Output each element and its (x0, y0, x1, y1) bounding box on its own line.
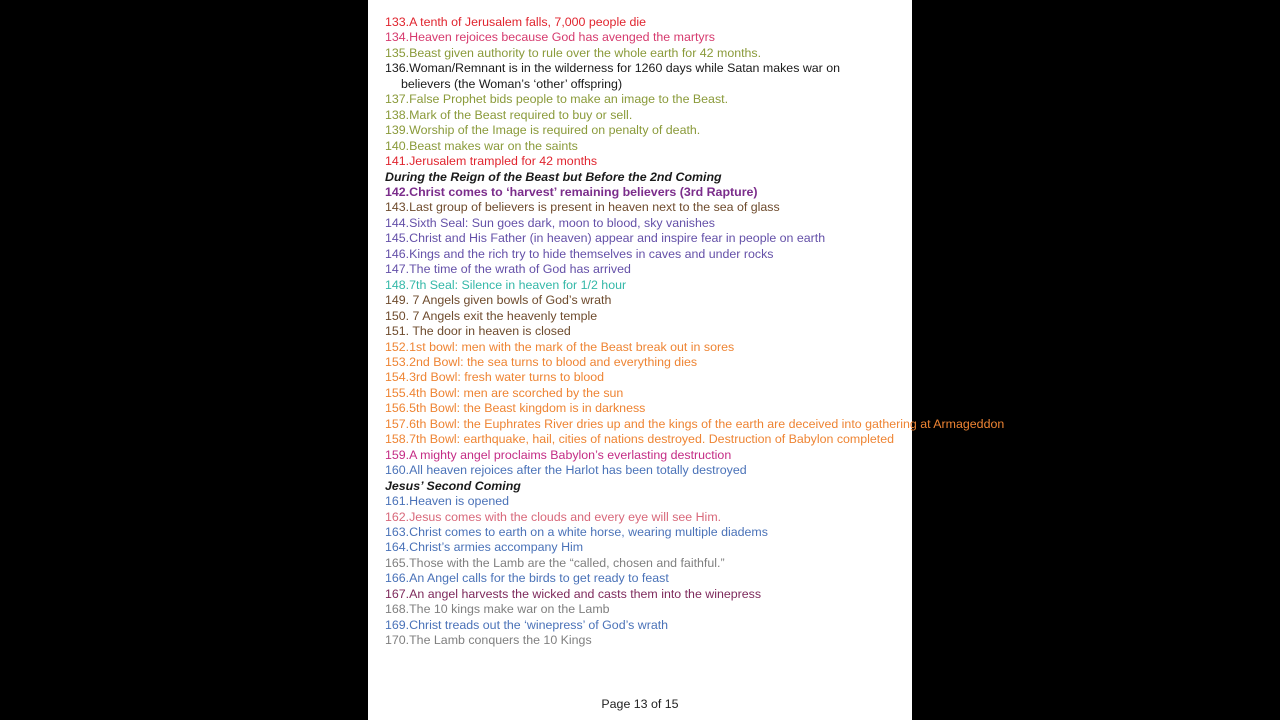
list-item: 134.Heaven rejoices because God has avenged the martyrs (385, 30, 715, 45)
list-item: 158.7th Bowl: earthquake, hail, cities of nations destroyed. Destruction of Babylon completed (385, 432, 895, 447)
list-item: 148.7th Seal: Silence in heaven for 1/2 hour (385, 277, 627, 292)
list-item: 156.5th Bowl: the Beast kingdom is in darkness (385, 401, 646, 416)
list-item: 139.Worship of the Image is required on penalty of death. (385, 123, 701, 138)
list-item: 137.False Prophet bids people to make an image to the Beast. (385, 92, 729, 107)
list-item: 136.Woman/Remnant is in the wilderness for 1260 days while Satan makes war on believers (the Woman’s ‘other’ offspring) (385, 61, 841, 91)
list-item: 144.Sixth Seal: Sun goes dark, moon to blood, sky vanishes (385, 215, 715, 230)
list-item: 168.The 10 kings make war on the Lamb (385, 602, 610, 617)
list-item: 163.Christ comes to earth on a white horse, wearing multiple diadems (385, 524, 768, 539)
list-item: 133.A tenth of Jerusalem falls, 7,000 people die (385, 15, 647, 29)
list-item: 150. 7 Angels exit the heavenly temple (385, 308, 598, 323)
list-item: 165.Those with the Lamb are the “called, chosen and faithful.” (385, 555, 725, 570)
list-item: 146.Kings and the rich try to hide themselves in caves and under rocks (385, 246, 774, 261)
list-item: 153.2nd Bowl: the sea turns to blood and everything dies (385, 354, 698, 369)
list-item: 135.Beast given authority to rule over the whole earth for 42 months. (385, 45, 762, 60)
list-item: 149. 7 Angels given bowls of God’s wrath (385, 293, 612, 308)
list-item: 152.1st bowl: men with the mark of the Beast break out in sores (385, 339, 735, 354)
list-item: 147.The time of the wrath of God has arrived (385, 262, 631, 277)
list-item: 157.6th Bowl: the Euphrates River dries up and the kings of the earth are deceived into gathering at Armageddon (385, 416, 1005, 431)
list-item: 138.Mark of the Beast required to buy or sell. (385, 107, 633, 122)
list-item: 142.Christ comes to ‘harvest’ remaining believers (3rd Rapture) (385, 184, 758, 199)
event-list (385, 15, 1005, 649)
document-page (368, 0, 1005, 720)
list-item: 151. The door in heaven is closed (385, 324, 571, 339)
list-item: 159.A mighty angel proclaims Babylon’s everlasting destruction (385, 447, 732, 462)
list-item: 143.Last group of believers is present in heaven next to the sea of glass (385, 200, 780, 215)
list-item: 162.Jesus comes with the clouds and every eye will see Him. (385, 509, 722, 524)
list-item: 166.An Angel calls for the birds to get ready to feast (385, 571, 669, 586)
section-heading: During the Reign of the Beast but Before the 2nd Coming (385, 169, 722, 184)
page-number: Page 13 of 15 (601, 697, 679, 711)
list-item: 167.An angel harvests the wicked and casts them into the winepress (385, 586, 762, 601)
list-item: 170.The Lamb conquers the 10 Kings (385, 633, 592, 648)
list-item: 154.3rd Bowl: fresh water turns to blood (385, 370, 605, 385)
list-item: 164.Christ’s armies accompany Him (385, 540, 584, 555)
list-item: 141.Jerusalem trampled for 42 months (385, 154, 598, 169)
list-item: 160.All heaven rejoices after the Harlot has been totally destroyed (385, 463, 747, 478)
list-item: 161.Heaven is opened (385, 494, 510, 509)
list-item: 155.4th Bowl: men are scorched by the sun (385, 385, 624, 400)
list-item: 169.Christ treads out the ‘winepress’ of God’s wrath (385, 617, 669, 632)
list-item: 140.Beast makes war on the saints (385, 138, 578, 153)
section-heading: Jesus’ Second Coming (385, 478, 521, 493)
list-item: 145.Christ and His Father (in heaven) appear and inspire fear in people on earth (385, 231, 826, 246)
